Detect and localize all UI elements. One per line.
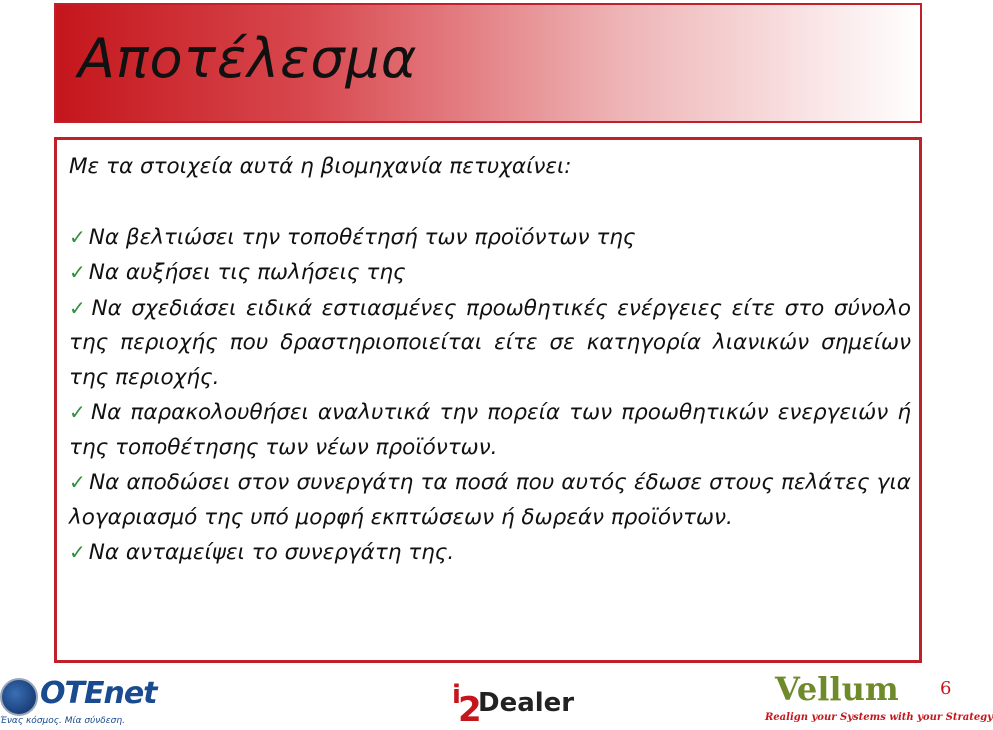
intro-text: Με τα στοιχεία αυτά η βιομηχανία πετυχαίνει: bbox=[69, 154, 572, 179]
globe-icon bbox=[0, 678, 38, 716]
i2dealer-i: i bbox=[452, 680, 461, 710]
footer-logos bbox=[0, 668, 993, 730]
bullet-text: Να αποδώσει στον συνεργάτη τα ποσά που αυτός έδωσε στους πελάτες για λογαριασμό της υπό μορφή εκπτώσεων ή δωρεάν προϊόντων. bbox=[69, 470, 911, 530]
bullet-text: Να σχεδιάσει ειδικά εστιασμένες προωθητικές ενέργειες είτε στο σύνολο της περιοχής που δραστηριοποιείται είτε σε κατηγορία λιανικών σημείων της περιοχής. bbox=[69, 295, 911, 390]
check-icon: ✓ bbox=[69, 260, 86, 284]
bullet-item bbox=[69, 291, 911, 396]
title-banner bbox=[54, 3, 922, 123]
i2dealer-wordmark: Dealer bbox=[478, 688, 575, 718]
bullet-item bbox=[69, 255, 911, 291]
bullet-item bbox=[69, 395, 911, 465]
bullet-text: Να αυξήσει τις πωλήσεις της bbox=[88, 260, 406, 285]
bullet-text: Να ανταμείψει το συνεργάτη της. bbox=[88, 540, 455, 565]
content-text bbox=[69, 150, 911, 571]
content-panel bbox=[54, 137, 922, 663]
bullet-item bbox=[69, 535, 911, 571]
bullet-text: Να παρακολουθήσει αναλυτικά την πορεία των προωθητικών ενεργειών ή της τοποθέτησης των νέων προϊόντων. bbox=[69, 400, 911, 460]
vellum-wordmark: Vellum bbox=[775, 670, 899, 708]
check-icon: ✓ bbox=[69, 540, 86, 564]
slide-title: Αποτέλεσμα bbox=[78, 27, 418, 90]
otenet-logo bbox=[0, 674, 157, 729]
bullet-item bbox=[69, 465, 911, 535]
check-icon: ✓ bbox=[69, 470, 87, 494]
i2dealer-two: 2 bbox=[458, 690, 482, 730]
bullet-item bbox=[69, 220, 911, 256]
page-number: 6 bbox=[940, 678, 952, 699]
bullet-text: Να βελτιώσει την τοποθέτησή των προϊόντων της bbox=[88, 224, 636, 250]
vellum-logo bbox=[765, 670, 993, 728]
check-icon: ✓ bbox=[69, 224, 86, 249]
otenet-slogan: Ένας κόσμος. Μία σύνδεση. bbox=[0, 716, 125, 726]
i2dealer-logo bbox=[452, 680, 575, 730]
check-icon: ✓ bbox=[69, 295, 89, 320]
vellum-slogan: Realign your Systems with your Strategy bbox=[765, 712, 993, 723]
check-icon: ✓ bbox=[69, 400, 89, 424]
otenet-wordmark: OTEnet bbox=[40, 676, 157, 711]
